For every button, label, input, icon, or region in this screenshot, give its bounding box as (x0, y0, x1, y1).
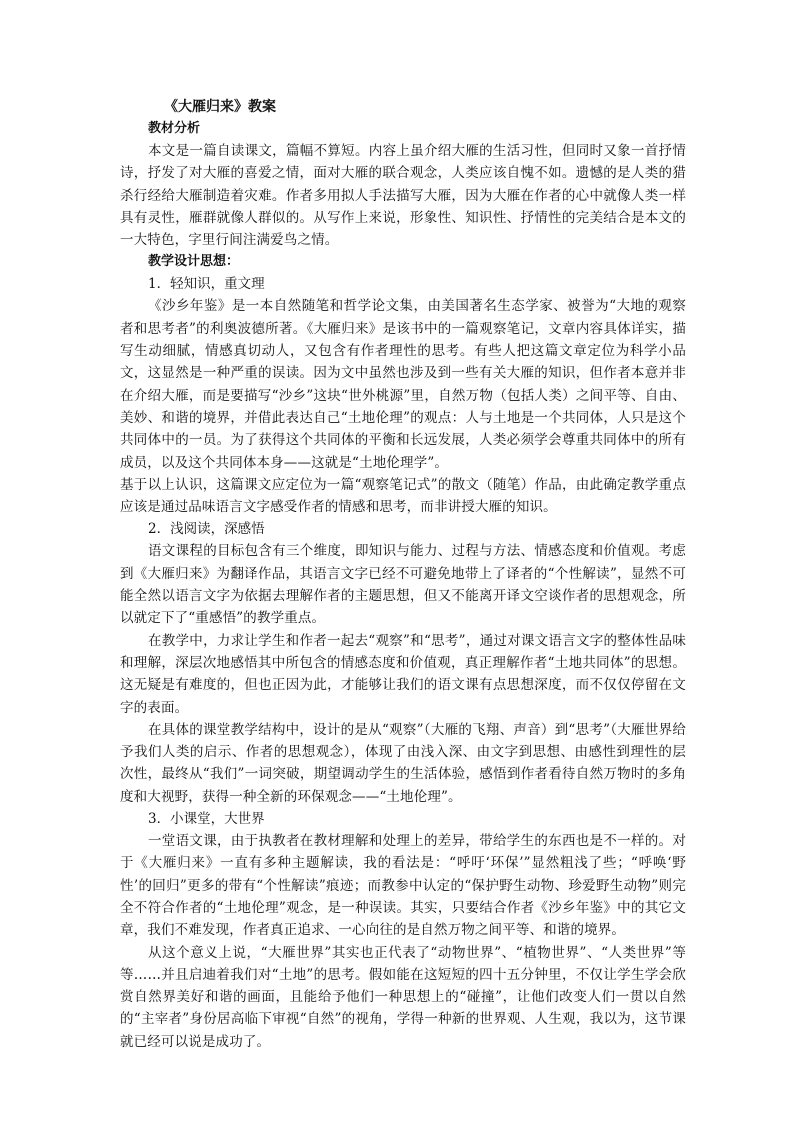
section-3-heading: 3．小课堂，大世界 (148, 811, 265, 828)
section-2-paragraph-3: 在具体的课堂教学结构中，设计的是从“观察”（大雁的飞翔、声音）到“思考”（大雁世界给予我们人类的启示、作者的思想观念），体现了由浅入深、由文字到思想、由感性到理性的层次性，最终从“我们”一词突破，期望调动学生的生活体验，感悟到作者看待自然万物时的多角度和大视野，获得一种全新的环保观念——“土地伦理”。 (120, 721, 686, 805)
document-content (120, 96, 686, 1053)
section-1-paragraph-2: 基于以上认识，这篇课文应定位为一篇“观察笔记式”的散文（随笔）作品，由此确定教学重点应该是通过品味语言文字感受作者的情感和思考，而非讲授大雁的知识。 (120, 476, 686, 516)
section-2-paragraph-2: 在教学中，力求让学生和作者一起去“观察”和“思考”，通过对课文语言文字的整体性品味和理解，深层次地感悟其中所包含的情感态度和价值观，真正理解作者“土地共同体”的思想。这无疑是有难度的，但也正因为此，才能够让我们的语文课有点思想深度，而不仅仅停留在文字的表面。 (120, 632, 686, 716)
section-1-paragraph-1: 《沙乡年鉴》是一本自然随笔和哲学论文集，由美国著名生态学家、被誉为“大地的观察者和思考者”的利奥波德所著。《大雁归来》是该书中的一篇观察笔记，文章内容具体详实，描写生动细腻，情感真切动人，又包含有作者理性的思考。有些人把这篇文章定位为科学小品文，这显然是一种严重的误读。因为文中虽然也涉及到一些有关大雁的知识，但作者本意并非在介绍大雁，而是要描写“沙乡”这块“世外桃源”里，自然万物（包括人类）之间平等、自由、美妙、和谐的境界，并借此表达自己“土地伦理”的观点：人与土地是一个共同体，人只是这个共同体中的一员。为了获得这个共同体的平衡和长远发展，人类必须学会尊重共同体中的所有成员，以及这个共同体本身——这就是“土地伦理学”。 (120, 298, 686, 471)
section-2-heading: 2．浅阅读，深感悟 (148, 521, 265, 538)
material-analysis-paragraph: 本文是一篇自读课文，篇幅不算短。内容上虽介绍大雁的生活习性，但同时又象一首抒情诗，抒发了对大雁的喜爱之情，面对大雁的联合观念，人类应该自愧不如。遗憾的是人类的猎杀行经给大雁制造着灾难。作者多用拟人手法描写大雁，因为大雁在作者的心中就像人类一样具有灵性，雁群就像人群似的。从写作上来说，形象性、知识性、抒情性的完美结合是本文的一大特色，字里行间注满爱鸟之情。 (120, 143, 686, 249)
document-title: 《大雁归来》教案 (164, 99, 276, 115)
section-1-heading: 1．轻知识，重文理 (148, 276, 265, 293)
material-analysis-heading: 教材分析 (148, 121, 201, 136)
section-2-paragraph-1: 语文课程的目标包含有三个维度，即知识与能力、过程与方法、情感态度和价值观。考虑到《大雁归来》为翻译作品，其语言文字已经不可避免地带上了译者的“个性解读”，显然不可能全然以语言文字为依据去理解作者的主题思想，但又不能离开译文空谈作者的思想观念，所以就定下了“重感悟”的教学重点。 (120, 543, 686, 627)
section-3-paragraph-1: 一堂语文课，由于执教者在教材理解和处理上的差异，带给学生的东西也是不一样的。对于《大雁归来》一直有多种主题解读，我的看法是：“呼吁‘环保’”显然粗浅了些；“呼唤‘野性’的回归”更多的带有“个性解读”痕迹；而教参中认定的“保护野生动物、珍爱野生动物”则完全不符合作者的“土地伦理”观念，是一种误读。其实，只要结合作者《沙乡年鉴》中的其它文章，我们不难发现，作者真正追求、一心向往的是自然万物之间平等、和谐的境界。 (120, 833, 686, 939)
section-3-paragraph-2: 从这个意义上说，“大雁世界”其实也正代表了“动物世界”、“植物世界”、“人类世界”等等……并且启迪着我们对“土地”的思考。假如能在这短短的四十五分钟里，不仅让学生学会欣赏自然界美好和谐的画面，且能给予他们一种思想上的“碰撞”，让他们改变人们一贯以自然的“主宰者”身份居高临下审视“自然”的视角，学得一种新的世界观、人生观，我以为，这节课就已经可以说是成功了。 (120, 944, 686, 1050)
design-thoughts-heading: 教学设计思想： (148, 254, 240, 270)
